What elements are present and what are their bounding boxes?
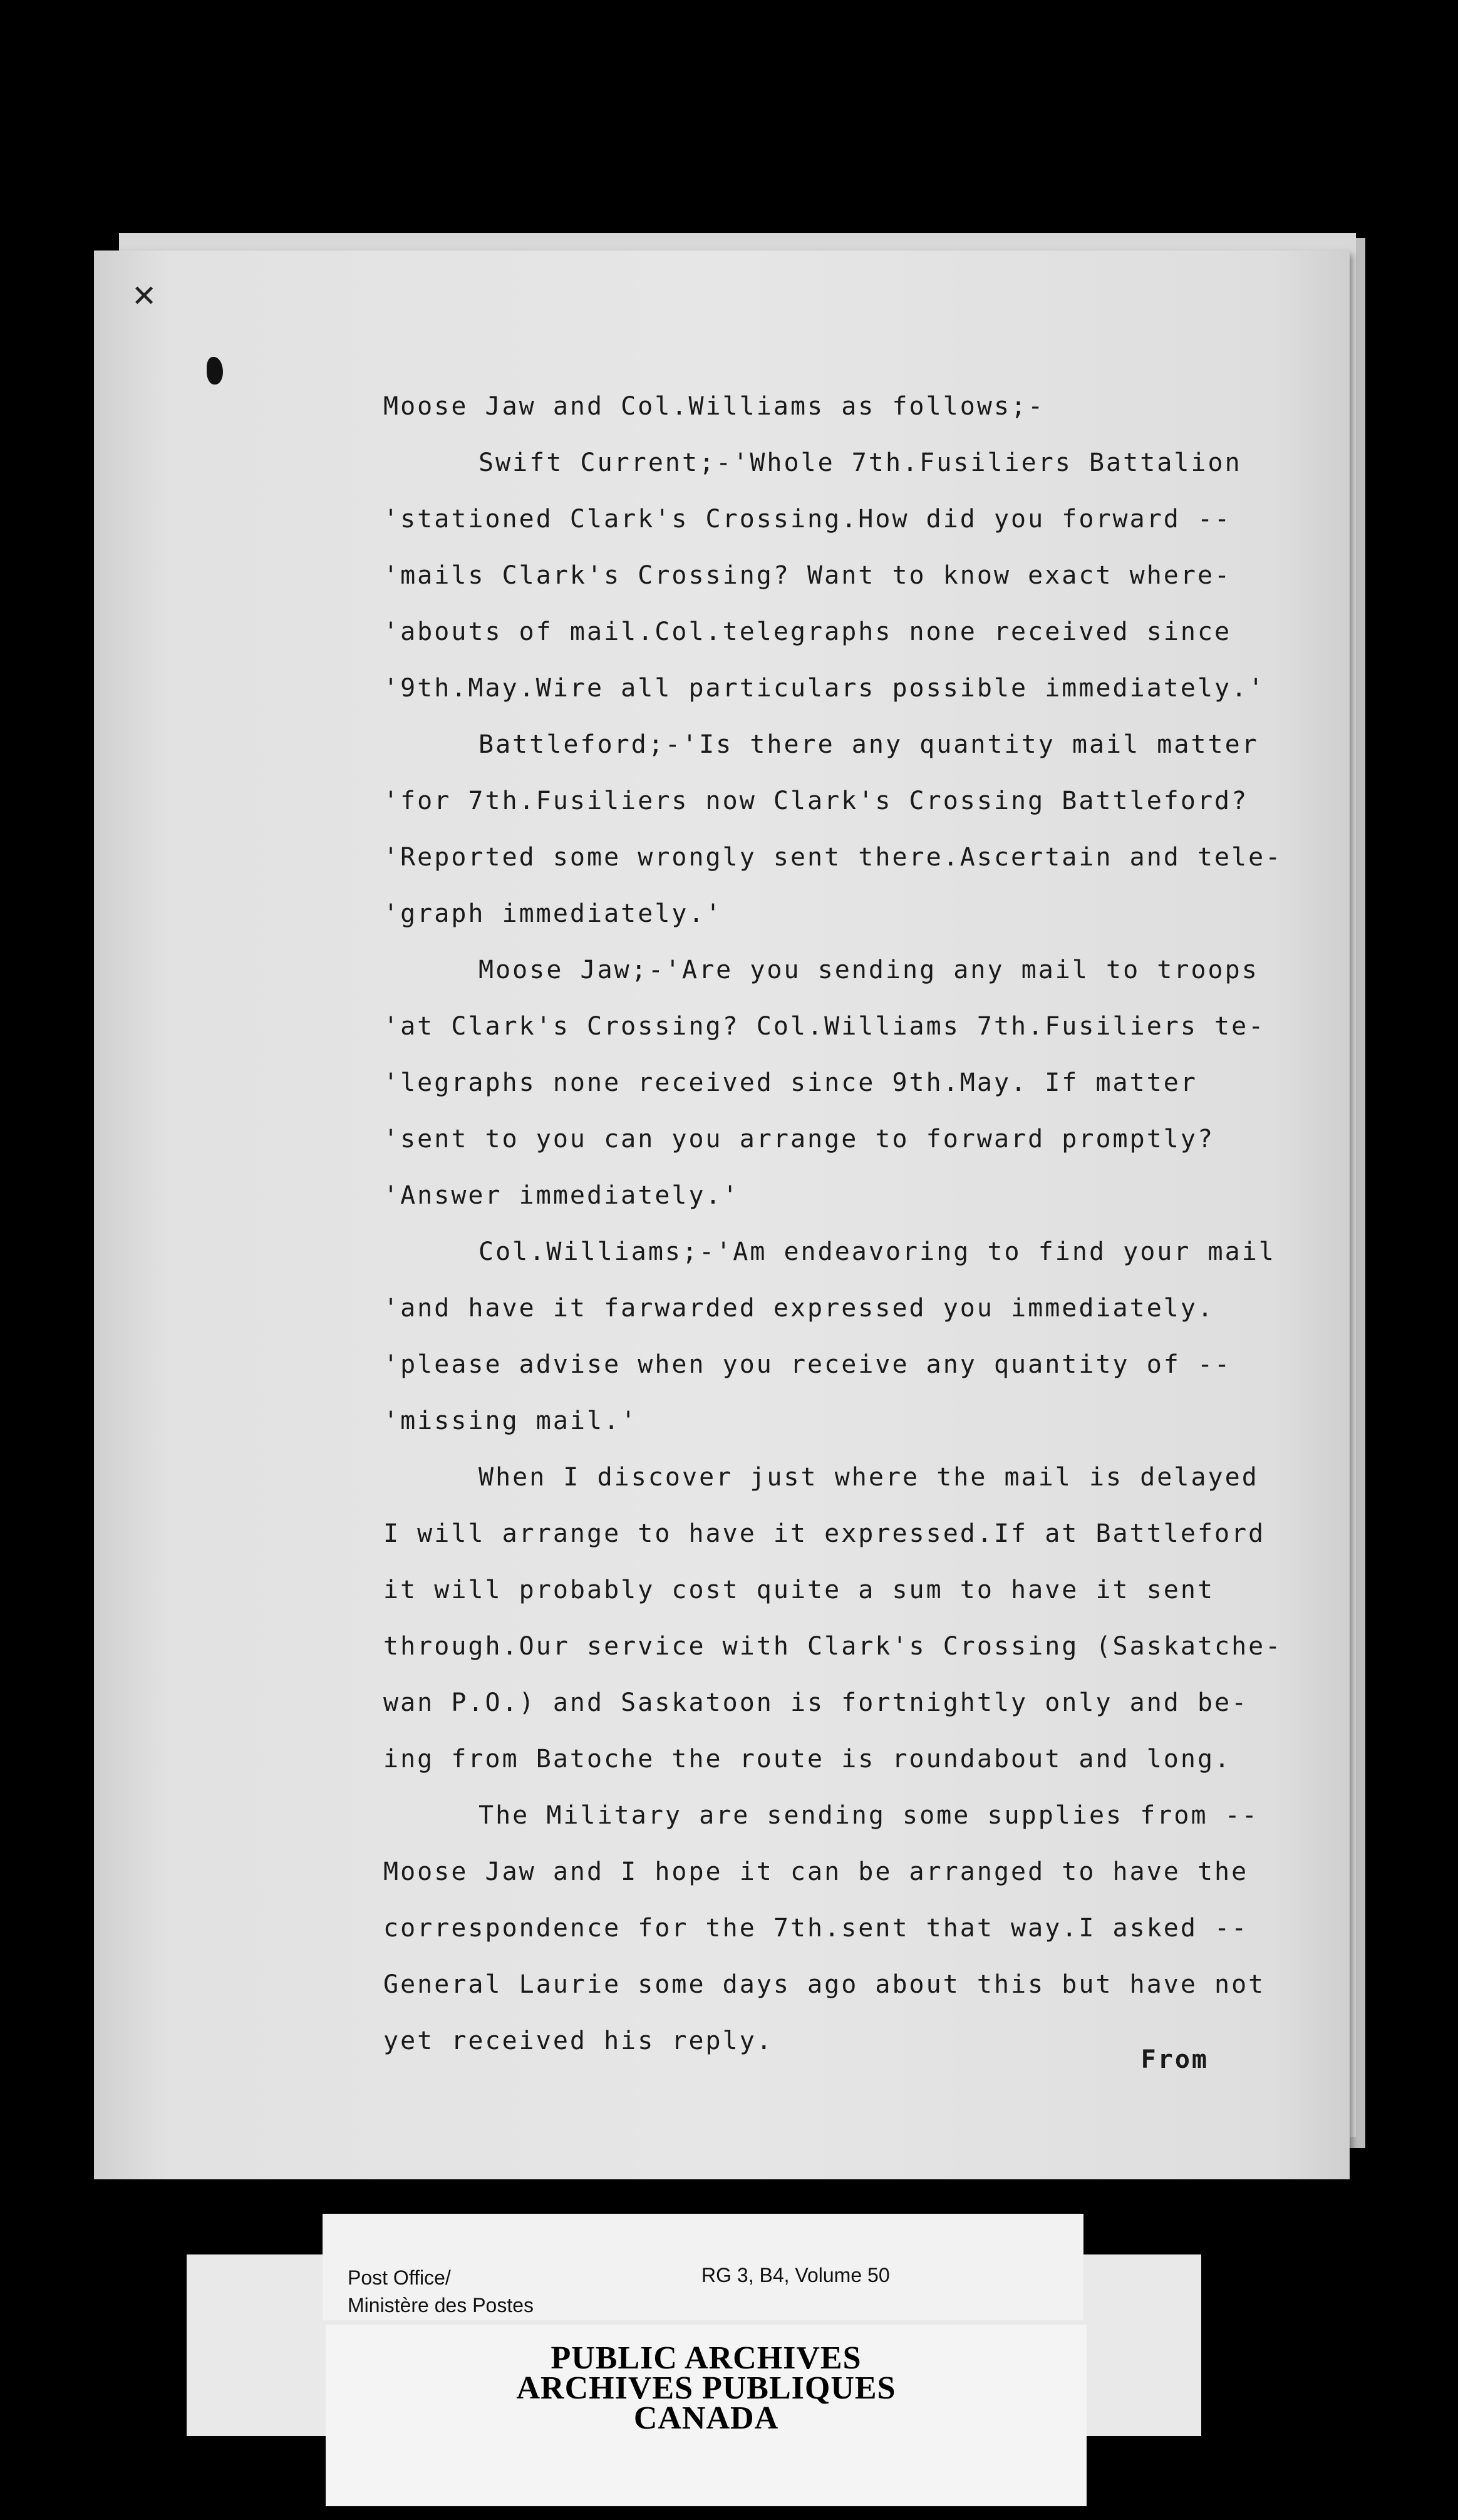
text-line: I will arrange to have it expressed.If at Battleford <box>383 1519 1266 1548</box>
text-line: 'Answer immediately.' <box>383 1181 740 1210</box>
text-line: 'for 7th.Fusiliers now Clark's Crossing Battleford? <box>383 787 1249 815</box>
text-line: General Laurie some days ago about this but have not <box>383 1970 1266 1999</box>
page-catchword: From <box>1140 2045 1209 2074</box>
archives-stamp <box>326 2325 1087 2506</box>
text-line: Moose Jaw and Col.Williams as follows;- <box>383 392 1045 421</box>
text-line: through.Our service with Clark's Crossing (Saskatche- <box>383 1632 1283 1661</box>
archive-reference: RG 3, B4, Volume 50 <box>701 2264 890 2286</box>
text-line: Col.Williams;-'Am endeavoring to find your mail <box>478 1237 1276 1266</box>
text-line: 'sent to you can you arrange to forward promptly? <box>383 1125 1215 1154</box>
text-line: Moose Jaw and I hope it can be arranged to have the <box>383 1857 1249 1886</box>
archives-country: CANADA <box>633 2400 779 2436</box>
text-line: Battleford;-'Is there any quantity mail matter <box>478 730 1259 759</box>
text-line: The Military are sending some supplies from -- <box>478 1801 1259 1830</box>
text-line: wan P.O.) and Saskatoon is fortnightly only and be- <box>383 1688 1249 1717</box>
letter-body <box>383 378 1360 2069</box>
ink-blot-icon <box>207 357 223 385</box>
text-line: it will probably cost quite a sum to have it sent <box>383 1576 1215 1604</box>
text-line: yet received his reply. <box>383 2027 773 2055</box>
text-line: 'and have it farwarded expressed you immediately. <box>383 1294 1215 1323</box>
text-line: 'graph immediately.' <box>383 899 723 928</box>
department-name <box>348 2264 534 2319</box>
text-line: ing from Batoche the route is roundabout and long. <box>383 1745 1232 1774</box>
department-french: Ministère des Postes <box>348 2294 534 2316</box>
text-line: 'missing mail.' <box>383 1407 638 1435</box>
archive-reference-card <box>323 2214 1083 2320</box>
text-line: 'at Clark's Crossing? Col.Williams 7th.Fusiliers te- <box>383 1012 1266 1041</box>
text-line: 'mails Clark's Crossing? Want to know exact where- <box>383 561 1232 590</box>
text-line: 'legraphs none received since 9th.May. If matter <box>383 1068 1197 1097</box>
text-line: 'stationed Clark's Crossing.How did you forward -- <box>383 505 1232 534</box>
archives-name-french: ARCHIVES PUBLIQUES <box>516 2370 896 2406</box>
text-line: Moose Jaw;-'Are you sending any mail to troops <box>478 956 1259 984</box>
text-line: 'please advise when you receive any quantity of -- <box>383 1350 1232 1379</box>
text-line: Swift Current;-'Whole 7th.Fusiliers Battalion <box>478 448 1242 477</box>
text-line: 'Reported some wrongly sent there.Ascertain and tele- <box>383 843 1283 872</box>
text-line: When I discover just where the mail is delayed <box>478 1463 1259 1492</box>
department-english: Post Office/ <box>348 2266 451 2289</box>
typed-letter-page <box>94 250 1350 2179</box>
text-line: correspondence for the 7th.sent that way.I asked -- <box>383 1914 1249 1943</box>
text-line: '9th.May.Wire all particulars possible immediately.' <box>383 674 1266 703</box>
archives-name-english: PUBLIC ARCHIVES <box>551 2340 862 2376</box>
cross-mark-icon: ✕ <box>132 279 157 314</box>
text-line: 'abouts of mail.Col.telegraphs none received since <box>383 617 1232 646</box>
